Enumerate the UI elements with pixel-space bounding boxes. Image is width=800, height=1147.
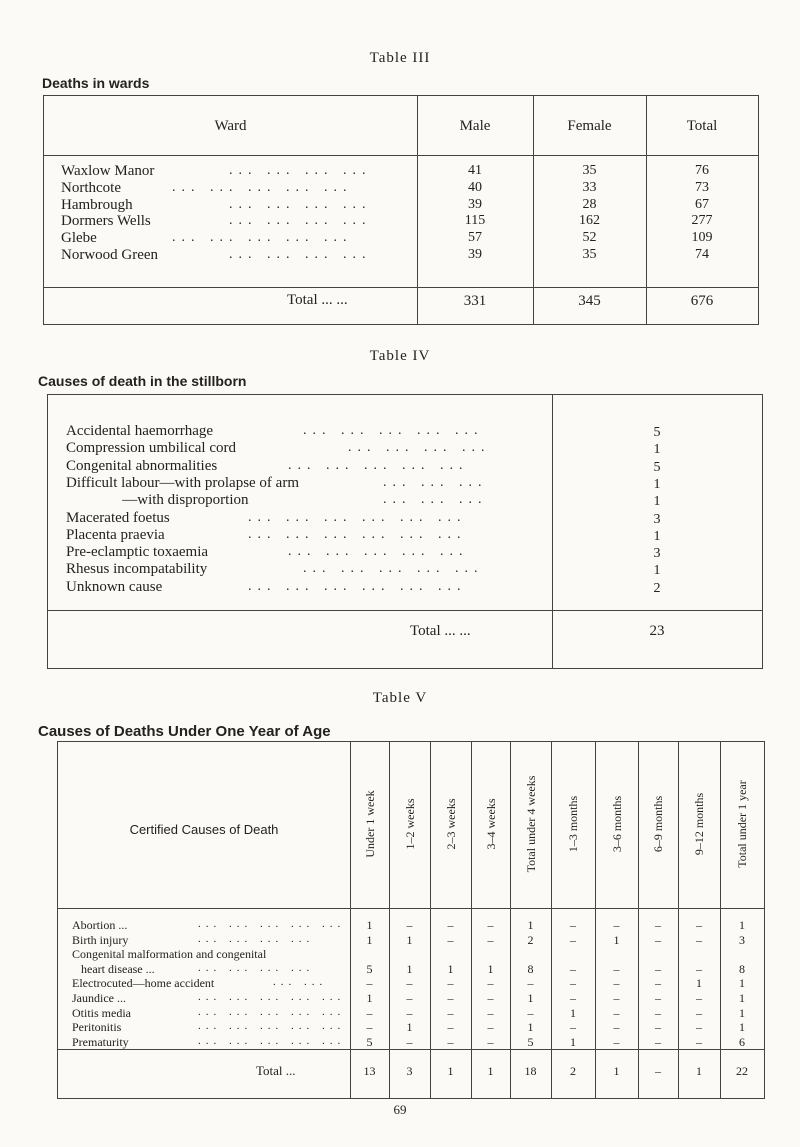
table5-total-cell: – — [655, 1064, 661, 1078]
table5-cell: – — [613, 1005, 620, 1020]
table4-cause-label: Placenta praevia — [66, 526, 165, 543]
table5-cell: – — [487, 976, 494, 991]
table5-cell: – — [613, 976, 620, 991]
table5-cell: – — [613, 918, 620, 932]
table3-female-value: 52 — [582, 230, 597, 246]
table4-leader-dots: ... ... ... ... ... — [288, 457, 469, 473]
table5-total-cell: 1 — [696, 1064, 702, 1078]
table4-count-value: 5 — [653, 459, 661, 475]
table5-cell: – — [406, 1034, 413, 1049]
table3-total-total: 676 — [690, 293, 714, 309]
table5-cell: – — [655, 961, 661, 976]
table3-total-female: 345 — [578, 293, 601, 309]
table3-ward-name: Northcote — [61, 179, 121, 196]
table5-cell: 5 — [366, 961, 373, 976]
table5-cell: – — [696, 1034, 702, 1049]
table4-cause-label: Congenital abnormalities — [66, 457, 218, 474]
table5-cell: 2 — [527, 932, 534, 947]
table5-column-header: 3–6 months — [609, 795, 624, 853]
table3-female-value: 33 — [582, 179, 597, 195]
table3-ward-name: Waxlow Manor — [61, 163, 155, 179]
table5-cell: – — [406, 918, 413, 932]
table5-cell: – — [366, 976, 373, 991]
table5-total-cell: 1 — [613, 1064, 620, 1078]
table3-ward-name: Hambrough — [61, 196, 133, 213]
table3-leader-dots: ... ... ... ... ... — [172, 179, 353, 195]
table5-first-header: Certified Causes of Death — [129, 822, 279, 837]
table5-cell: 1 — [739, 1020, 745, 1035]
table3-total-value: 67 — [695, 196, 709, 212]
table5-cell: 1 — [366, 932, 373, 947]
table3-female-value: 162 — [579, 213, 600, 229]
table5-total-cell: 1 — [447, 1064, 454, 1078]
table5-cell: – — [527, 1005, 534, 1020]
table5-cause-label: Electrocuted—home accident — [72, 976, 215, 991]
table5-cell: 1 — [366, 991, 373, 1005]
table5 — [57, 741, 765, 1099]
table3-female-value: 35 — [582, 247, 597, 262]
table4-cause-label: Difficult labour—with prolapse of arm — [66, 474, 299, 491]
table5-total-cell: 18 — [524, 1064, 537, 1078]
table4-cause-label: Pre-eclamptic toxaemia — [66, 544, 209, 561]
table3-header-total: Total — [686, 118, 718, 134]
table3-ward-name: Dormers Wells — [61, 213, 151, 230]
table4-count-value: 1 — [653, 442, 661, 458]
table4-subtitle: Causes of death in the stillborn — [38, 373, 247, 389]
table5-cell: – — [655, 1005, 661, 1020]
table5-cause-label: heart disease ... — [72, 961, 155, 976]
table5-leader-dots: ... ... ... ... — [198, 932, 315, 945]
table4-leader-dots: ... ... ... ... ... — [303, 561, 484, 577]
table5-cell: – — [487, 932, 494, 947]
table5-cell: – — [366, 1020, 373, 1035]
table3-total-value: 74 — [695, 247, 709, 262]
table4-cause-label: Unknown cause — [66, 578, 163, 595]
table4-count-value: 5 — [653, 425, 661, 440]
table4-leader-dots: ... ... ... ... ... — [288, 544, 469, 560]
table5-cell: 1 — [406, 932, 413, 947]
table3-leader-dots: ... ... ... ... — [229, 163, 372, 178]
table5-cell: – — [447, 991, 454, 1005]
table5-leader-dots: ... ... ... ... ... — [198, 1020, 346, 1033]
table3-male-value: 57 — [468, 230, 482, 246]
table4-leader-dots: ... ... ... ... ... — [303, 423, 484, 438]
table5-cell: – — [696, 961, 702, 976]
table5-cell: – — [487, 1005, 494, 1020]
table5-total-cell: 13 — [363, 1064, 376, 1078]
table5-cell: – — [655, 1020, 661, 1035]
table5-leader-dots: ... ... ... ... ... — [198, 918, 346, 930]
table4-leader-dots: ... ... ... ... — [348, 440, 491, 456]
table4-count-value: 1 — [653, 494, 661, 510]
table5-leader-dots: ... ... ... ... ... — [198, 1034, 346, 1047]
table5-cell: – — [406, 1005, 413, 1020]
table5-cell: 8 — [527, 961, 534, 976]
table4-count-value: 1 — [653, 528, 661, 544]
table5-cell: – — [487, 991, 494, 1005]
table5-cell: – — [447, 976, 454, 991]
table5-cell: – — [655, 932, 661, 947]
table5-cause-label: Otitis media — [72, 1005, 131, 1020]
table5-cell: 1 — [739, 1005, 745, 1020]
table3-subtitle: Deaths in wards — [42, 75, 150, 91]
table3-male-value: 39 — [468, 196, 482, 212]
table5-total-cell: 3 — [406, 1064, 413, 1078]
table4-leader-dots: ... ... ... ... ... ... — [248, 578, 467, 594]
table5-cell: – — [570, 976, 576, 991]
table5-cell: 1 — [570, 1034, 576, 1049]
table5-cell: – — [406, 976, 413, 991]
table4-leader-dots: ... ... ... ... ... ... — [248, 526, 467, 542]
table4 — [47, 394, 763, 669]
table5-cell: – — [696, 1020, 702, 1035]
table5-cell: – — [696, 918, 702, 932]
table5-cell: 1 — [406, 961, 413, 976]
table5-column-header: 1–2 weeks — [402, 798, 417, 850]
table5-leader-dots: ... ... — [273, 976, 328, 989]
table5-cell: 6 — [739, 1034, 745, 1049]
table5-cell: 1 — [570, 1005, 576, 1020]
table5-cell: – — [447, 932, 454, 947]
table3-male-value: 41 — [468, 163, 482, 178]
table5-cell: – — [696, 1005, 702, 1020]
table3-header-male: Male — [459, 118, 491, 134]
table5-column-header: Total under 1 year — [735, 780, 749, 868]
table5-leader-dots: ... ... ... ... ... — [198, 991, 346, 1003]
table5-cell: – — [696, 991, 702, 1005]
table3-leader-dots: ... ... ... ... — [229, 247, 372, 262]
table3-leader-dots: ... ... ... ... — [229, 196, 372, 212]
table5-cell: 1 — [527, 1020, 534, 1035]
table5-cell: – — [447, 1020, 454, 1035]
table5-column-header: Total under 4 weeks — [523, 775, 538, 873]
table3-leader-dots: ... ... ... ... ... — [172, 230, 353, 246]
table3-total-value: 76 — [695, 163, 709, 178]
table5-cell: 1 — [696, 976, 702, 991]
table4-cause-label: Macerated foetus — [66, 509, 170, 526]
table3-total-male: 331 — [463, 293, 487, 309]
table5-cell: 1 — [366, 918, 373, 932]
table5-cell: – — [655, 976, 661, 991]
table5-cell: – — [487, 1020, 494, 1035]
table4-count-value: 1 — [653, 476, 661, 492]
page-number: 69 — [393, 1102, 407, 1117]
table3-total-value: 73 — [695, 179, 709, 195]
table3-header-ward: Ward — [214, 118, 247, 134]
table3-total-value: 109 — [691, 230, 713, 246]
table5-cause-label: Prematurity — [72, 1034, 129, 1049]
table5-cell: 1 — [406, 1020, 413, 1035]
table3-leader-dots: ... ... ... ... — [229, 213, 372, 229]
table4-leader-dots: ... ... ... — [383, 492, 488, 508]
table5-cell: 1 — [739, 976, 745, 991]
table4-cause-label: Compression umbilical cord — [66, 440, 236, 457]
table3-male-value: 115 — [464, 213, 486, 229]
table4-cause-label: Rhesus incompatability — [66, 561, 208, 578]
table5-caption: Table V — [372, 690, 428, 706]
table5-column-header: 2–3 weeks — [443, 798, 458, 850]
table5-subtitle: Causes of Deaths Under One Year of Age — [38, 723, 331, 740]
table3-caption: Table III — [369, 50, 431, 66]
table5-column-header: 6–9 months — [651, 795, 665, 853]
table5-cell: – — [447, 1034, 454, 1049]
table5-cell: – — [696, 932, 702, 947]
table5-cell: – — [487, 918, 494, 932]
table3-total-label: Total ... ... — [287, 292, 348, 308]
table5-cell: 5 — [527, 1034, 534, 1049]
table4-count-value: 3 — [653, 511, 661, 527]
table4-total-label: Total ... ... — [410, 623, 471, 639]
table5-cause-label: Congenital malformation and congenital — [72, 947, 267, 962]
table3 — [43, 95, 759, 325]
table4-total: 23 — [649, 623, 665, 639]
table4-cause-label: —with disproportion — [66, 492, 249, 509]
table5-column-header: 3–4 weeks — [483, 798, 498, 850]
table5-cell: – — [447, 918, 454, 932]
table5-cell: – — [366, 1005, 373, 1020]
table5-total-label: Total ... — [256, 1063, 296, 1078]
table5-cell: – — [406, 991, 413, 1005]
table3-male-value: 40 — [468, 179, 482, 195]
table5-cell: – — [655, 991, 661, 1005]
table5-cell: – — [655, 1034, 661, 1049]
table3-ward-name: Glebe — [61, 230, 97, 247]
table4-cause-label: Accidental haemorrhage — [66, 423, 214, 439]
table5-cell: 5 — [366, 1034, 373, 1049]
table3-header-female: Female — [567, 118, 612, 134]
table5-cause-label: Peritonitis — [72, 1020, 122, 1035]
table5-leader-dots: ... ... ... ... ... — [198, 1005, 346, 1018]
table5-cell: – — [613, 1034, 620, 1049]
table5-cell: 1 — [447, 961, 454, 976]
table5-cell: – — [655, 918, 661, 932]
table5-total-cell: 1 — [487, 1064, 494, 1078]
table4-leader-dots: ... ... ... ... ... ... — [248, 509, 467, 525]
table5-cell: 8 — [739, 961, 745, 976]
table5-cell: 1 — [527, 918, 534, 932]
table5-cell: 1 — [739, 991, 745, 1005]
table5-cell: – — [487, 1034, 494, 1049]
table3-ward-name: Norwood Green — [61, 247, 159, 263]
table5-cell: – — [570, 918, 576, 932]
table5-cell: – — [447, 1005, 454, 1020]
table5-cell: – — [570, 932, 576, 947]
table4-leader-dots: ... ... ... — [383, 474, 488, 490]
table5-cause-label: Abortion ... — [72, 918, 128, 932]
table5-cell: – — [570, 991, 576, 1005]
table5-cell: 1 — [739, 918, 745, 932]
table3-male-value: 39 — [468, 247, 482, 262]
table5-leader-dots: ... ... ... ... — [198, 961, 315, 974]
table5-cell: – — [527, 976, 534, 991]
table4-count-value: 3 — [653, 546, 661, 562]
table5-column-header: Under 1 week — [362, 790, 377, 858]
table3-female-value: 35 — [582, 163, 597, 178]
table5-cell: 3 — [739, 932, 745, 947]
table5-cell: 1 — [527, 991, 534, 1005]
table5-column-header: 9–12 months — [692, 792, 706, 856]
table5-column-header: 1–3 months — [566, 795, 580, 853]
table3-total-value: 277 — [691, 213, 713, 229]
table5-cell: – — [570, 961, 576, 976]
table5-cell: – — [613, 961, 620, 976]
table3-female-value: 28 — [582, 196, 597, 212]
table5-cell: 1 — [613, 932, 620, 947]
table5-total-cell: 2 — [570, 1064, 576, 1078]
table4-count-value: 2 — [653, 580, 661, 596]
table5-cell: – — [570, 1020, 576, 1035]
table5-cell: – — [613, 1020, 620, 1035]
table5-total-cell: 22 — [736, 1064, 748, 1078]
table4-count-value: 1 — [653, 563, 661, 579]
table5-cause-label: Birth injury — [72, 932, 129, 947]
table5-cell: 1 — [487, 961, 494, 976]
table5-cell: – — [613, 991, 620, 1005]
table4-caption: Table IV — [369, 348, 431, 364]
table5-cause-label: Jaundice ... — [72, 991, 126, 1005]
